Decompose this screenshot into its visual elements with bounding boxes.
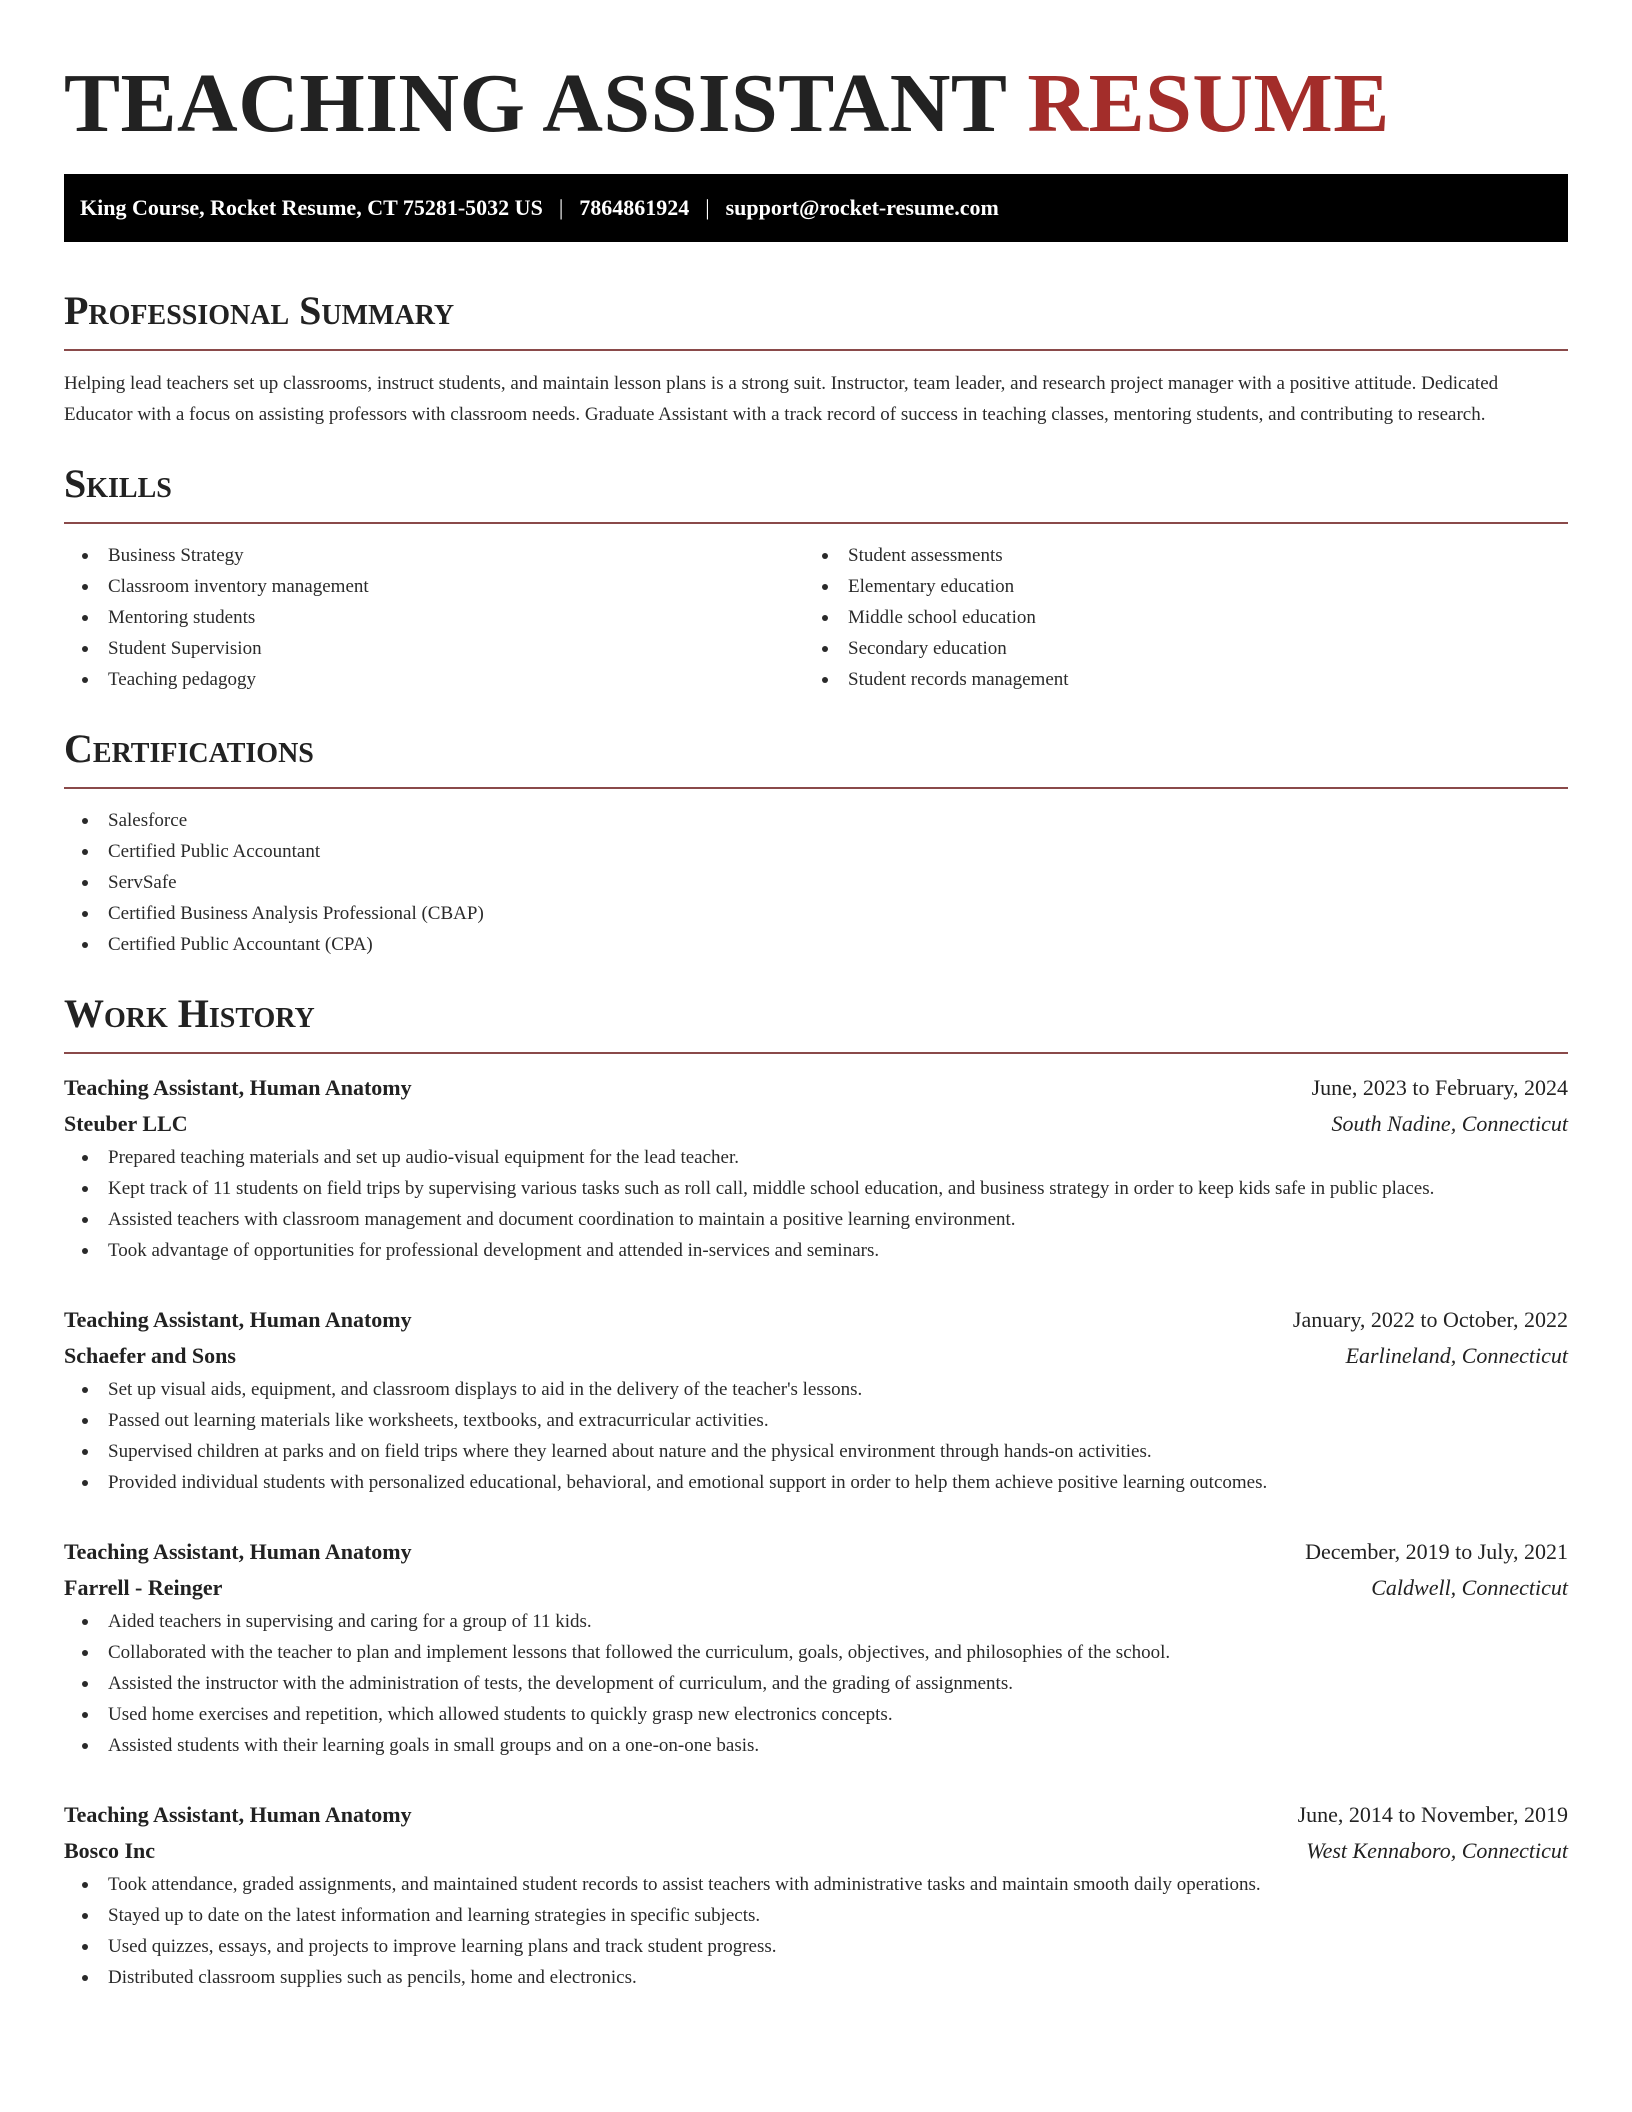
title-main: TEACHING ASSISTANT xyxy=(64,57,1006,150)
certifications-list xyxy=(64,805,1568,960)
job-bullet-list xyxy=(64,1606,1568,1761)
job-bullet: Assisted students with their learning goals in small groups and on a one-on-one basis. xyxy=(64,1730,1568,1761)
skills-columns xyxy=(64,540,1568,695)
job-bullet: Stayed up to date on the latest information and learning strategies in specific subjects. xyxy=(64,1900,1568,1931)
skills-list-left xyxy=(64,540,804,695)
job-title: Teaching Assistant, Human Anatomy xyxy=(64,1075,412,1100)
job-header-row xyxy=(64,1797,1568,1833)
job-company-row xyxy=(64,1106,1568,1142)
skill-item: Student Supervision xyxy=(64,633,804,664)
certification-item: Certified Public Accountant (CPA) xyxy=(64,929,1568,960)
summary-section xyxy=(64,287,1568,430)
section-divider xyxy=(64,522,1568,524)
skill-item: Student records management xyxy=(804,664,1544,695)
work-history-section xyxy=(64,990,1568,1993)
certification-item: Certified Public Accountant xyxy=(64,836,1568,867)
job-bullet: Collaborated with the teacher to plan and implement lessons that followed the curriculum, goals, objectives, and philosophies of the school. xyxy=(64,1637,1568,1668)
skill-item: Secondary education xyxy=(804,633,1544,664)
job-dates: December, 2019 to July, 2021 xyxy=(1305,1539,1568,1564)
job-bullet: Provided individual students with personalized educational, behavioral, and emotional support in order to help them achieve positive learning outcomes. xyxy=(64,1467,1568,1498)
job-bullet: Used quizzes, essays, and projects to improve learning plans and track student progress. xyxy=(64,1931,1568,1962)
section-divider xyxy=(64,787,1568,789)
job-entry xyxy=(64,1070,1568,1266)
section-divider xyxy=(64,349,1568,351)
contact-bar xyxy=(64,174,1568,242)
job-title: Teaching Assistant, Human Anatomy xyxy=(64,1539,412,1564)
job-bullet-list xyxy=(64,1142,1568,1266)
job-location: Earlineland, Connecticut xyxy=(1345,1343,1568,1368)
job-company: Schaefer and Sons xyxy=(64,1343,236,1368)
job-header-row xyxy=(64,1302,1568,1338)
job-bullet: Took advantage of opportunities for professional development and attended in-services and seminars. xyxy=(64,1235,1568,1266)
job-bullet: Set up visual aids, equipment, and classroom displays to aid in the delivery of the teacher's lessons. xyxy=(64,1374,1568,1405)
skill-item: Classroom inventory management xyxy=(64,571,804,602)
job-location: Caldwell, Connecticut xyxy=(1371,1575,1568,1600)
job-company-row xyxy=(64,1833,1568,1869)
skill-item: Elementary education xyxy=(804,571,1544,602)
certifications-heading: Certifications xyxy=(64,726,314,771)
contact-separator: | xyxy=(705,195,710,220)
job-company: Bosco Inc xyxy=(64,1838,156,1863)
job-bullet: Passed out learning materials like worksheets, textbooks, and extracurricular activities. xyxy=(64,1405,1568,1436)
certification-item: ServSafe xyxy=(64,867,1568,898)
job-bullet-list xyxy=(64,1869,1568,1993)
job-header-row xyxy=(64,1070,1568,1106)
job-header-row xyxy=(64,1534,1568,1570)
skills-section xyxy=(64,460,1568,695)
job-bullet: Prepared teaching materials and set up audio-visual equipment for the lead teacher. xyxy=(64,1142,1568,1173)
skill-item: Business Strategy xyxy=(64,540,804,571)
summary-text: Helping lead teachers set up classrooms, instruct students, and maintain lesson plans is a strong suit. Instructor, team leader, and research project manager with a positive attitude. Dedicated Educator with a focus on assisting professors with classroom needs. Graduate Assistant with a track record of success in teaching classes, mentoring students, and contributing to research. xyxy=(64,373,1499,425)
job-company: Steuber LLC xyxy=(64,1111,188,1136)
job-dates: June, 2014 to November, 2019 xyxy=(1297,1802,1568,1827)
job-company-row xyxy=(64,1338,1568,1374)
job-dates: January, 2022 to October, 2022 xyxy=(1292,1307,1568,1332)
job-bullet: Supervised children at parks and on field trips where they learned about nature and the physical environment through hands-on activities. xyxy=(64,1436,1568,1467)
job-bullet-list xyxy=(64,1374,1568,1498)
job-dates: June, 2023 to February, 2024 xyxy=(1311,1075,1568,1100)
job-entry xyxy=(64,1534,1568,1761)
skills-list-right xyxy=(804,540,1544,695)
contact-email[interactable]: support@rocket-resume.com xyxy=(725,195,999,220)
job-title: Teaching Assistant, Human Anatomy xyxy=(64,1802,412,1827)
work-history-heading: Work History xyxy=(64,991,315,1036)
job-bullet: Took attendance, graded assignments, and maintained student records to assist teachers with administrative tasks and maintain smooth daily operations. xyxy=(64,1869,1568,1900)
job-title: Teaching Assistant, Human Anatomy xyxy=(64,1307,412,1332)
certifications-section xyxy=(64,725,1568,960)
skill-item: Student assessments xyxy=(804,540,1544,571)
skill-item: Mentoring students xyxy=(64,602,804,633)
job-entry xyxy=(64,1302,1568,1498)
job-company-row xyxy=(64,1570,1568,1606)
job-location: South Nadine, Connecticut xyxy=(1331,1111,1568,1136)
job-entry xyxy=(64,1797,1568,1993)
job-location: West Kennaboro, Connecticut xyxy=(1306,1838,1568,1863)
job-bullet: Kept track of 11 students on field trips by supervising various tasks such as roll call, middle school education, and business strategy in order to keep kids safe in public places. xyxy=(64,1173,1568,1204)
job-bullet: Distributed classroom supplies such as pencils, home and electronics. xyxy=(64,1962,1568,1993)
section-divider xyxy=(64,1052,1568,1054)
skill-item: Middle school education xyxy=(804,602,1544,633)
contact-phone[interactable]: 7864861924 xyxy=(579,195,690,220)
job-bullet: Used home exercises and repetition, which allowed students to quickly grasp new electronics concepts. xyxy=(64,1699,1568,1730)
certification-item: Salesforce xyxy=(64,805,1568,836)
title-accent: RESUME xyxy=(1027,57,1390,150)
job-bullet: Assisted teachers with classroom management and document coordination to maintain a positive learning environment. xyxy=(64,1204,1568,1235)
skills-heading: Skills xyxy=(64,461,172,506)
skill-item: Teaching pedagogy xyxy=(64,664,804,695)
summary-heading: Professional Summary xyxy=(64,288,455,333)
certification-item: Certified Business Analysis Professional (CBAP) xyxy=(64,898,1568,929)
job-company: Farrell - Reinger xyxy=(64,1575,223,1600)
contact-address: King Course, Rocket Resume, CT 75281-5032 US xyxy=(80,195,543,220)
contact-separator: | xyxy=(558,195,564,220)
job-bullet: Assisted the instructor with the administration of tests, the development of curriculum, and the grading of assignments. xyxy=(64,1668,1568,1699)
job-bullet: Aided teachers in supervising and caring for a group of 11 kids. xyxy=(64,1606,1568,1637)
resume-title xyxy=(64,0,1568,150)
